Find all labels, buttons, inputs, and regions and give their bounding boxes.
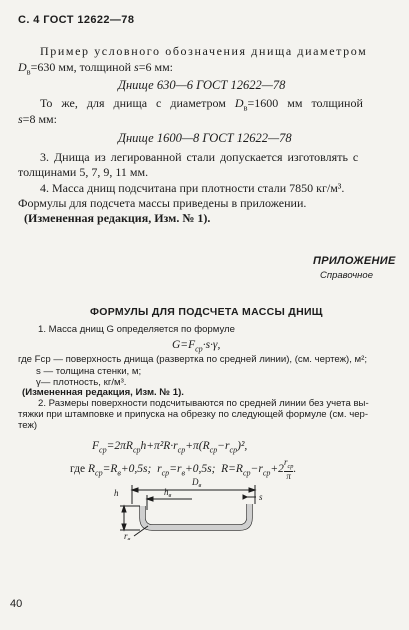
item-2-line-1: 2. Размеры поверхности подсчитываются по средней линии без учета вы- [38,398,369,409]
formula-surface: $F_{ср}=2\pi R_{ср}h+\pi^2R\cdot r_{ср}+\pi(R_{ср}-r_{ср})^2$, [92,440,248,455]
item-2-line-2: тяжки при штамповке и припуска на обрезку по следующей формуле (см. чер- [18,409,369,420]
dish-drawing [110,470,280,540]
same-thickness: s=8 мм: [18,112,57,126]
item-2-line-3: теж) [18,420,38,431]
where-line-1: где Fср — поверхность днища (развертка по средней линии), (см. чертеж), м²; [18,354,368,365]
example-dimensions: $D_в=630$ мм, толщиной s=6 мм: [18,60,173,77]
appendix-type: Справочное [320,270,373,281]
same-paragraph: То же, для днища с диаметром $D_в=1600$ мм толщиной [40,96,363,113]
item-1: 1. Масса днищ G определяется по формуле [38,324,235,335]
appendix-label: ПРИЛОЖЕНИЕ [313,255,396,267]
label-rb: $r_в$ [124,531,131,540]
page-number: 40 [10,598,23,610]
where-line-3: γ— плотность, кг/м³. [36,377,127,388]
formula-mass: $G=F_{ср}\cdot s\cdot\gamma$, [172,339,221,354]
revision-note-1: (Измененная редакция, Изм. № 1). [24,211,211,225]
item-4-line-2: Формулы для подсчета массы приведены в приложении. [18,196,307,210]
formula-definitions: где $R_{ср}=R_в+0,5s$; $r_{ср}=r_в+0,5s$; $R=R_{ср}-r_{ср}+2$ $r_{ср}$ π . [70,457,297,481]
page-header: С. 4 ГОСТ 12622—78 [18,14,135,26]
label-d: $D_в$ [192,477,202,489]
example-paragraph: Пример условного обозначения днища диаметром [40,44,368,58]
designation-1: Днище 630—6 ГОСТ 12622—78 [118,78,286,92]
item-3-line-2: толщинами 5, 7, 9, 11 мм. [18,165,149,179]
label-hb: $h_в$ [164,487,172,499]
section-title: ФОРМУЛЫ ДЛЯ ПОДСЧЕТА МАССЫ ДНИЩ [90,306,323,318]
designation-2: Днище 1600—8 ГОСТ 12622—78 [118,131,292,145]
item-4-line-1: 4. Масса днищ подсчитана при плотности стали 7850 кг/м³. [40,181,345,195]
revision-note-2: (Измененная редакция, Изм. № 1). [22,387,184,398]
label-h: h [114,488,119,498]
where-line-2: s — толщина стенки, м; [36,366,142,377]
label-s: s [259,492,263,502]
item-3-line-1: 3. Днища из легированной стали допускается изготовлять с [40,150,359,164]
